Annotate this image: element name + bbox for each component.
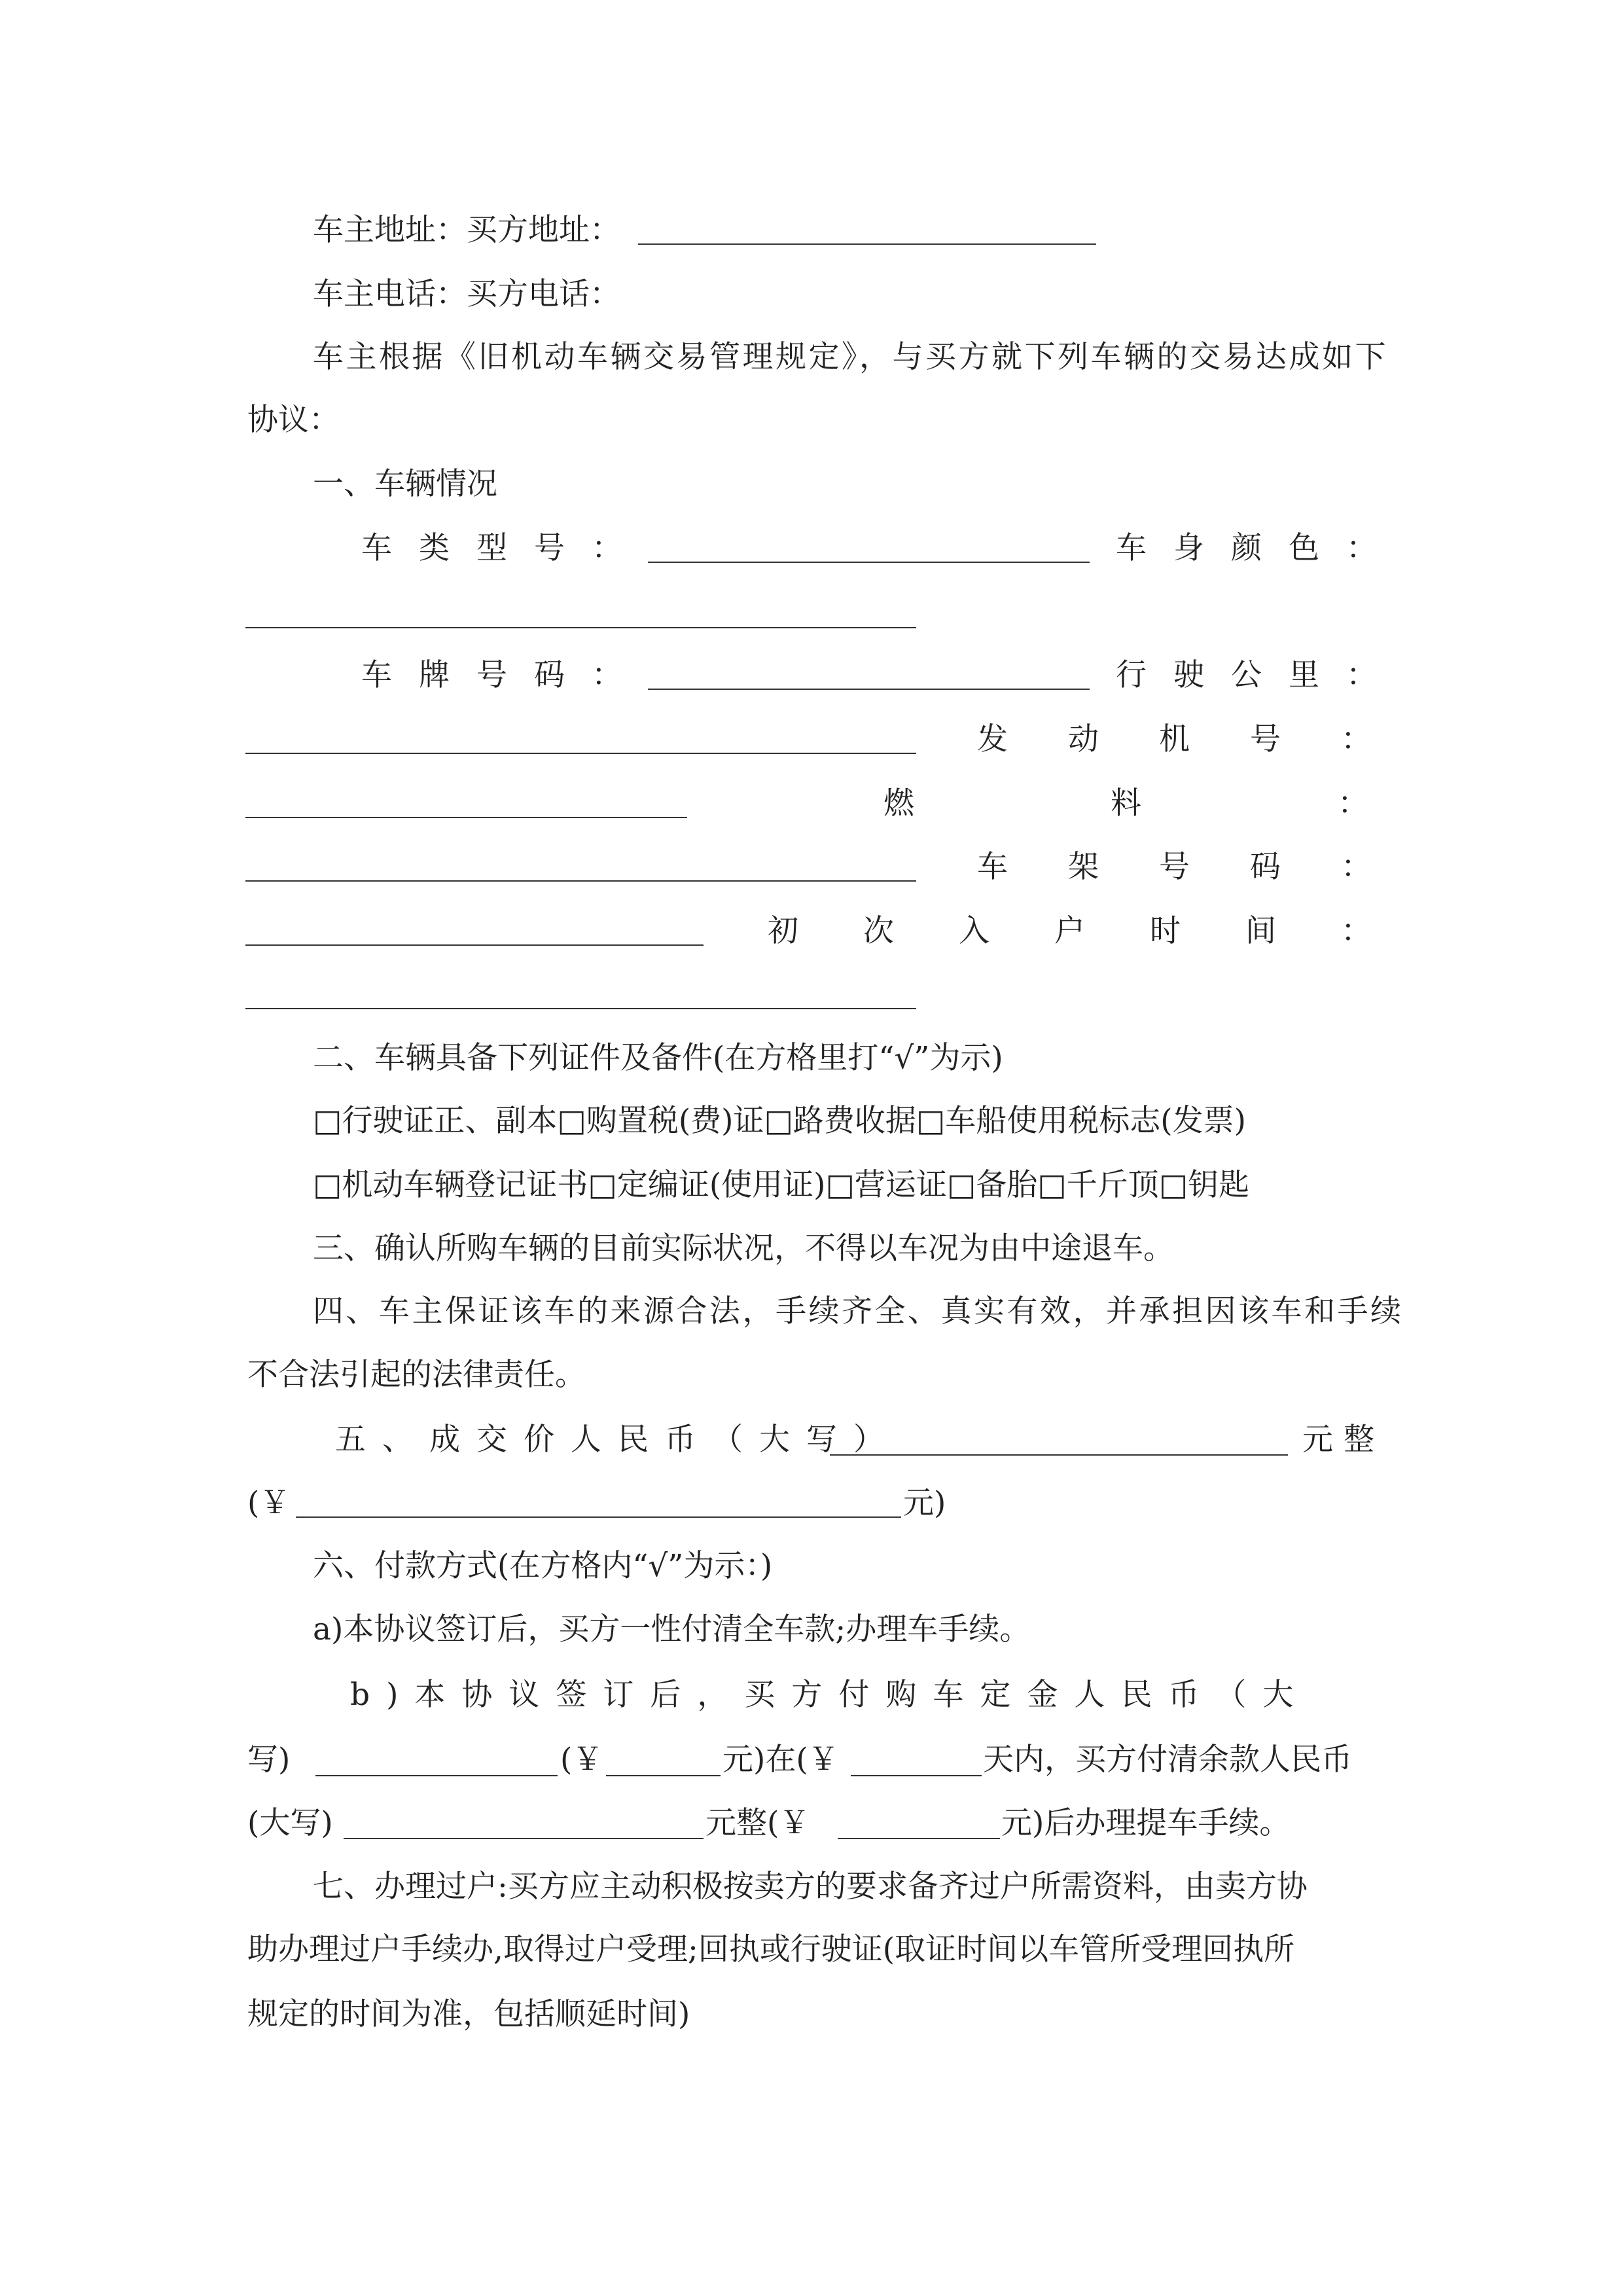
- balance-digits-blank: [838, 1838, 1000, 1839]
- balance-words-blank: [344, 1838, 704, 1839]
- vehicle-model-label: 车类型号：: [361, 530, 649, 566]
- price-suffix: 元整: [1302, 1422, 1385, 1458]
- plate-number-blank: [648, 689, 1090, 690]
- section7-line-2: 助办理过户手续办,取得过户受理;回执或行驶证(取证时间以车管所受理回执所: [247, 1931, 1295, 1967]
- frame-number-label: 车架号码：: [977, 849, 1432, 885]
- registration-time-label: 初次入户时间：: [768, 913, 1436, 949]
- deposit-words-blank: [315, 1775, 558, 1776]
- plate-number-label: 车牌号码：: [361, 657, 649, 693]
- payment-option-a: a)本协议签订后，买方一性付清全车款;办理车手续。: [313, 1611, 1031, 1647]
- price-yen-close: 元): [903, 1485, 946, 1521]
- frame-number-blank: [245, 944, 704, 946]
- section4-line-1: 四、车主保证该车的来源合法，手续齐全、真实有效，并承担因该车和手续: [313, 1293, 1404, 1329]
- deposit-days-label: 元)在(￥: [722, 1742, 839, 1778]
- deposit-days-blank: [851, 1775, 982, 1776]
- pickup-text: 元)后办理提车手续。: [1001, 1805, 1291, 1841]
- balance-label: 天内，买方付清余款人民币: [983, 1742, 1352, 1778]
- mileage-label: 行驶公里：: [1116, 657, 1404, 693]
- section3-text: 三、确认所购车辆的目前实际状况，不得以车况为由中途退车。: [313, 1230, 1174, 1266]
- engine-number-blank: [245, 817, 687, 818]
- section7-line-1: 七、办理过户:买方应主动积极按卖方的要求备齐过户所需资料，由卖方协: [313, 1869, 1308, 1905]
- price-digits-blank: [296, 1516, 901, 1518]
- body-color-blank: [245, 627, 916, 628]
- fuel-blank: [245, 880, 916, 882]
- phone-line: 车主电话：买方电话：: [313, 276, 620, 312]
- section2-title: 二、车辆具备下列证件及备件(在方格里打“√”为示): [313, 1040, 1003, 1076]
- price-yen-open: (￥: [247, 1485, 291, 1521]
- price-words-blank: [830, 1454, 1288, 1456]
- balance-digits-label: 元整(￥: [705, 1805, 810, 1841]
- documents-line-2: □机动车辆登记证书□定编证(使用证)□营运证□备胎□千斤顶□钥匙: [313, 1167, 1250, 1203]
- mileage-blank: [245, 753, 916, 754]
- vehicle-model-blank: [648, 562, 1090, 563]
- price-prefix: 五、成交价人民币（大写）: [335, 1422, 901, 1458]
- intro-line-2: 协议：: [247, 402, 340, 438]
- address-line: 车主地址：买方地址：: [313, 212, 620, 248]
- section6-title: 六、付款方式(在方格内“√”为示：): [313, 1548, 773, 1584]
- payment-option-b-line-1: b)本协议签订后，买方付购车定金人民币（大: [350, 1677, 1310, 1713]
- section7-line-3: 规定的时间为准，包括顺延时间): [247, 1996, 690, 2032]
- address-blank: [638, 243, 1096, 245]
- registration-time-blank: [245, 1008, 916, 1009]
- engine-number-label: 发动机号：: [977, 721, 1432, 757]
- fuel-label: 燃料：: [883, 785, 1565, 821]
- deposit-words-label: 写): [247, 1742, 291, 1778]
- body-color-label: 车身颜色：: [1116, 530, 1404, 566]
- deposit-digits-blank: [606, 1775, 721, 1776]
- balance-words-label: (大写): [247, 1805, 333, 1841]
- intro-line-1: 车主根据《旧机动车辆交易管理规定》，与买方就下列车辆的交易达成如下: [313, 339, 1388, 375]
- section4-line-2: 不合法引起的法律责任。: [247, 1357, 586, 1393]
- deposit-digits-label: (￥: [560, 1742, 603, 1778]
- section1-title: 一、车辆情况: [313, 466, 497, 502]
- documents-line-1: □行驶证正、副本□购置税(费)证□路费收据□车船使用税标志(发票): [313, 1103, 1246, 1139]
